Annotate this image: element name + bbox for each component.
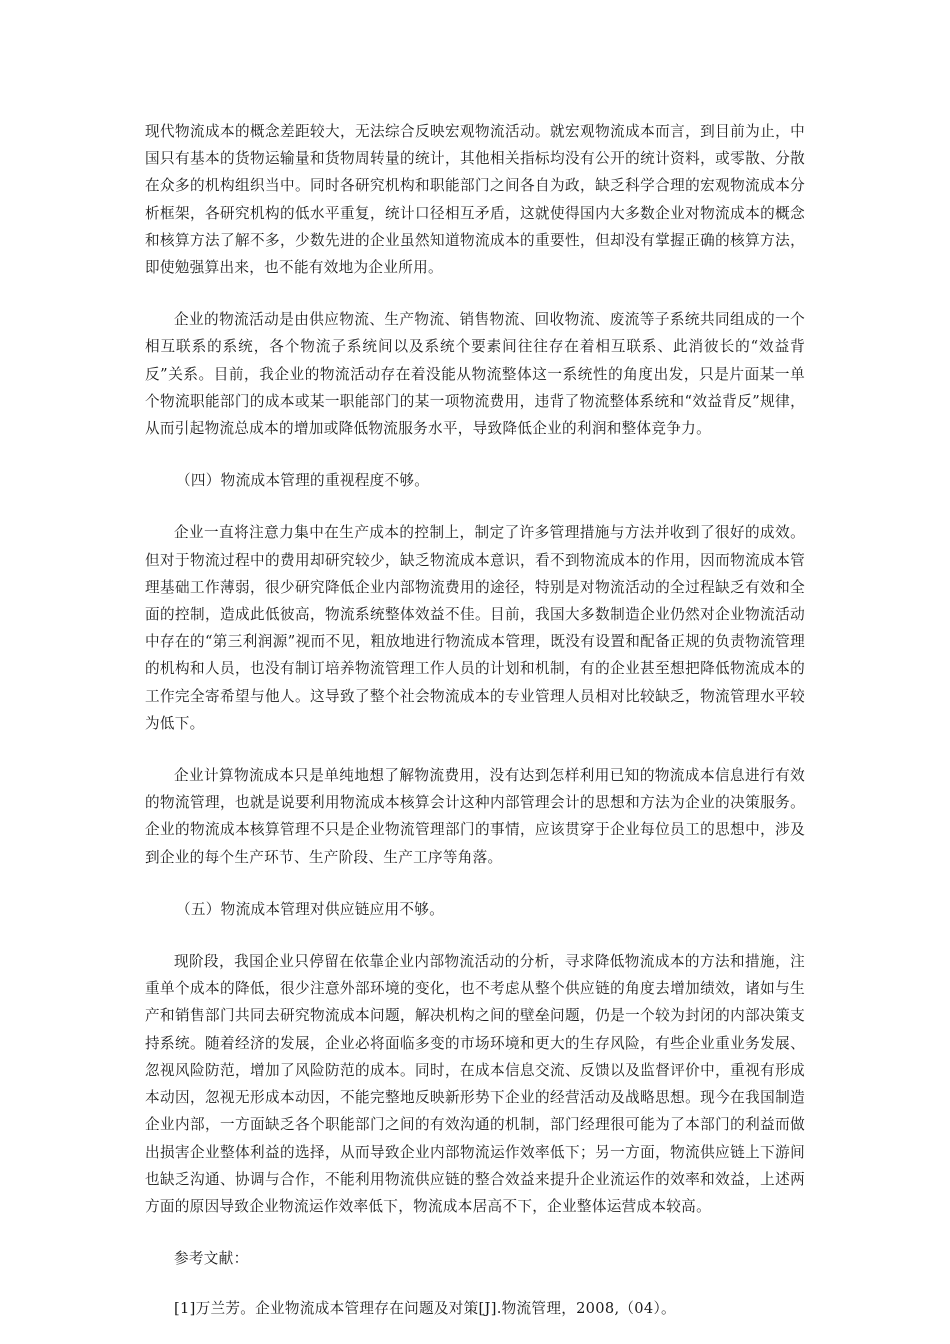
section-heading-5: （五）物流成本管理对供应链应用不够。 bbox=[176, 900, 445, 918]
paragraph-macro-cost: 现代物流成本的概念差距较大，无法综合反映宏观物流活动。就宏观物流成本而言，到目前为止，中国只有基本的货物运输量和货物周转量的统计，其他相关指标均没有公开的统计资料，或零散、分散在众多的机构组织当中。同时各研究机构和职能部门之间各自为政，缺乏科学合理的宏观物流成本分析框架，各研究机构的低水平重复，统计口径相互矛盾，这就使得国内大多数企业对物流成本的概念和核算方法了解不多，少数先进的企业虽然知道物流成本的重要性，但却没有掌握正确的核算方法，即使勉强算出来，也不能有效地为企业所用。 bbox=[145, 123, 805, 277]
document-body bbox=[145, 118, 805, 1323]
references-title: 参考文献： bbox=[174, 1250, 249, 1268]
paragraph-logistics-system: 企业的物流活动是由供应物流、生产物流、销售物流、回收物流、废流等子系统共同组成的一个相互联系的系统，各个物流子系统间以及系统个要素间往往存在着相互联系、此消彼长的“效益背反”关系。目前，我企业的物流活动存在着没能从物流整体这一系统性的角度出发，只是片面某一单个物流职能部门的成本或某一职能部门的某一项物流费用，违背了物流整体系统和“效益背反”规律，从而引起物流总成本的增加或降低物流服务水平，导致降低企业的利润和整体竞争力。 bbox=[145, 311, 805, 438]
paragraph-supply-chain: 现阶段，我国企业只停留在依靠企业内部物流活动的分析，寻求降低物流成本的方法和措施，注重单个成本的降低，很少注意外部环境的变化，也不考虑从整个供应链的角度去增加绩效，诸如与生产和销售部门共同去研究物流成本问题，解决机构之间的壁垒问题，仍是一个较为封闭的内部决策支持系统。随着经济的发展，企业必将面临多变的市场环境和更大的生存风险，有些企业重业务发展、忽视风险防范，增加了风险防范的成本。同时，在成本信息交流、反馈以及监督评价中，重视有形成本动因，忽视无形成本动因，不能完整地反映新形势下企业的经营活动及战略思想。现今在我国制造企业内部，一方面缺乏各个职能部门之间的有效沟通的机制，部门经理很可能为了本部门的利益而做出损害企业整体利益的选择，从而导致企业内部物流运作效率低下；另一方面，物流供应链上下游间也缺乏沟通、协调与合作，不能利用物流供应链的整合效益来提升企业流运作的效率和效益，上述两方面的原因导致企业物流运作效率低下，物流成本居高不下，企业整体运营成本较高。 bbox=[145, 953, 805, 1215]
reference-item: [1]万兰芳。企业物流成本管理存在问题及对策[J].物流管理，2008,（04）。 bbox=[174, 1300, 676, 1318]
paragraph-cost-attention: 企业一直将注意力集中在生产成本的控制上，制定了许多管理措施与方法并收到了很好的成效。但对于物流过程中的费用却研究较少，缺乏物流成本意识，看不到物流成本的作用，因而物流成本管理基础工作薄弱，很少研究降低企业内部物流费用的途径，特别是对物流活动的全过程缺乏有效和全面的控制，造成此低彼高，物流系统整体效益不佳。目前，我国大多数制造企业仍然对企业物流活动中存在的“第三利润源”视而不见，粗放地进行物流成本管理，既没有设置和配备正规的负责物流管理的机构和人员，也没有制订培养物流管理工作人员的计划和机制，有的企业甚至想把降低物流成本的工作完全寄希望与他人。这导致了整个社会物流成本的专业管理人员相对比较缺乏，物流管理水平较为低下。 bbox=[145, 524, 805, 732]
paragraph-cost-calculation: 企业计算物流成本只是单纯地想了解物流费用，没有达到怎样利用已知的物流成本信息进行有效的物流管理，也就是说要利用物流成本核算会计这种内部管理会计的思想和方法为企业的决策服务。企业的物流成本核算管理不只是企业物流管理部门的事情，应该贯穿于企业每位员工的思想中，涉及到企业的每个生产环节、生产阶段、生产工序等角落。 bbox=[145, 767, 805, 866]
section-heading-4: （四）物流成本管理的重视程度不够。 bbox=[176, 472, 430, 490]
